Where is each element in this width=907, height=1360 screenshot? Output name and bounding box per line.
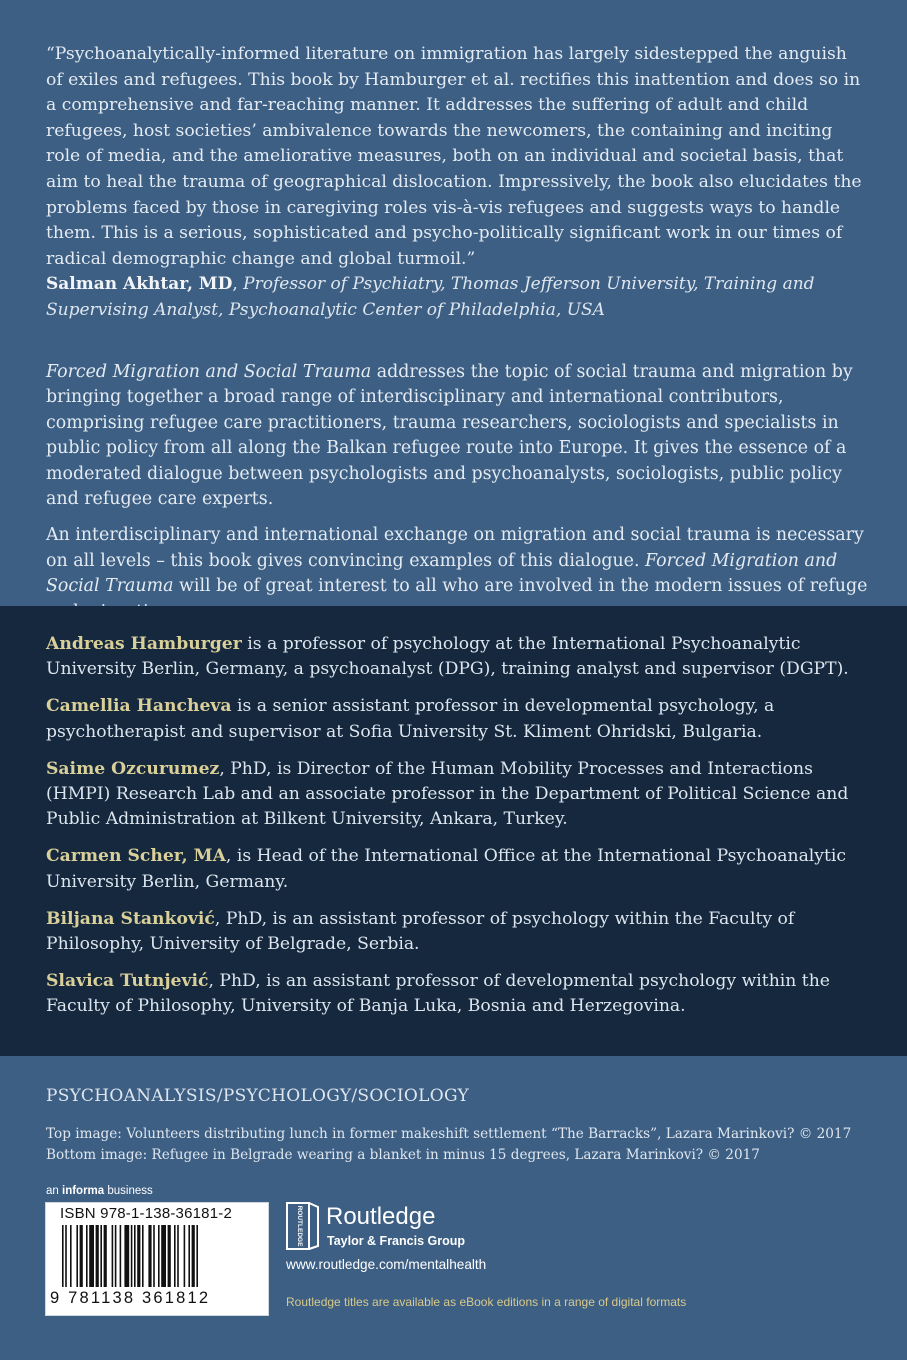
quote-text: “Psychoanalytically-informed literature on immigration has largely sidestepped the anguish of exiles and refugees. This book by Hamburger et al. rectifies this inattention and does so in a comprehensive and far-reaching manner. It addresses the suffering of adult and child refugees, host societies’ ambivalence towards the newcomers, the containing and inciting role of media, and the ameliorative measures, both on an individual and societal basis, that aim to heal the trauma of geographical dislocation. Impressively, the book also elucidates the problems faced by those in caregiving roles vis-à-vis refugees and suggests ways to handle them. This is a serious, sophisticated and psycho-politically significant work in our times of radical demographic change and global turmoil.” (46, 44, 862, 269)
bio-text: , is Head of the International Office at the International Psychoanalytic University Berlin, Germany. (46, 846, 847, 892)
bio-item (46, 907, 872, 957)
informa-word: informa (62, 1185, 105, 1197)
quote-attribution: Salman Akhtar, MD, Professor of Psychiatry, Thomas Jefferson University, Training and Supervising Analyst, Psychoanalytic Center of Philadelphia, USA (46, 274, 815, 320)
isbn-label: ISBN 978-1-138-36181-2 (60, 1205, 233, 1222)
bio-text: is a senior assistant professor in developmental psychology, a psychotherapist and supervisor at Sofia University St. Kliment Ohridski, Bulgaria. (46, 696, 775, 742)
barcode-bar (142, 1225, 144, 1287)
barcode-bar (161, 1225, 166, 1287)
barcode-number: 9 781138 361812 (50, 1289, 211, 1307)
bio-item (46, 694, 872, 744)
ebook-note: Routledge titles are available as eBook editions in a range of digital formats (286, 1295, 687, 1309)
barcode-bar (112, 1225, 114, 1287)
barcode-bar (115, 1225, 117, 1287)
logo-vertical-text: ROUTLEDGE (296, 1205, 303, 1247)
barcode-bar (184, 1225, 186, 1287)
barcode-bar (131, 1225, 133, 1287)
bio-item (46, 844, 872, 894)
barcode-bar (62, 1225, 64, 1287)
description-text-3: will be of great interest to all who are involved in the modern issues of refuge (179, 576, 868, 597)
bio-text: , PhD, is an assistant professor of psychology within the Faculty of Philosophy, University of Belgrade, Serbia. (46, 908, 795, 955)
barcode-bars (62, 1225, 258, 1287)
bio-name: Saime Ozcurumez (46, 758, 220, 779)
description-text-2: An interdisciplinary and international exchange on migration and social trauma is necessary on all levels – this book gives convincing examples of this dialogue. (46, 525, 864, 571)
bio-name: Biljana Stanković (46, 908, 215, 929)
barcode-bar (104, 1225, 107, 1287)
editor-bios-band (0, 606, 907, 1056)
barcode-bar (148, 1225, 151, 1287)
description-text-1: addresses the topic of social trauma and migration by bringing together a broad range of interdisciplinary and international contributors, comprising refugee care practitioners, trauma researchers, sociologists and specialists in public policy from all along the Balkan refugee route into Europe. It gives the essence of a moderated dialogue between psychologists and psychoanalysts, sociologists, public policy and refugee care experts. (46, 362, 853, 510)
bio-item (46, 632, 872, 682)
description-paragraph-1 (46, 360, 868, 512)
bio-name: Slavica Tutnjević (46, 971, 209, 992)
barcode-bar (96, 1225, 99, 1287)
routledge-logo-icon (286, 1202, 320, 1250)
editor-bios (46, 632, 872, 1032)
barcode-bar (192, 1225, 195, 1287)
publisher-name: Routledge (326, 1203, 436, 1230)
book-title-ref: Forced Migration and Social Trauma (46, 362, 372, 382)
barcode-bar (65, 1225, 67, 1287)
credit-bottom: Bottom image: Refugee in Belgrade wearing a blanket in minus 15 degrees, Lazara Marinkovi? © 2017 (46, 1147, 760, 1163)
subject-category: PSYCHOANALYSIS/PSYCHOLOGY/SOCIOLOGY (46, 1086, 470, 1106)
barcode-bar (70, 1225, 72, 1287)
bio-item (46, 969, 872, 1019)
barcode-bar (80, 1225, 83, 1287)
bio-name: Camellia Hancheva (46, 696, 232, 717)
barcode-bar (134, 1225, 136, 1287)
quote-author: Salman Akhtar, MD (46, 274, 233, 295)
bio-text: , PhD, is Director of the Human Mobility Processes and Interactions (HMPI) Research Lab and an associate professor in the Department of Political Science and Public Administration at Bilkent University, Ankara, Turkey. (46, 758, 849, 830)
barcode-bar (76, 1225, 78, 1287)
credit-top: Top image: Volunteers distributing lunch in former makeshift settlement “The Barracks”, Lazara Marinkovi? © 2017 (46, 1126, 852, 1142)
informa-prefix: an (46, 1185, 62, 1197)
barcode-bar (153, 1225, 155, 1287)
barcode-bar (168, 1225, 171, 1287)
barcode-bar (174, 1225, 176, 1287)
informa-suffix: business (104, 1185, 153, 1197)
barcode-bar (124, 1225, 129, 1287)
informa-business-tag (46, 1185, 153, 1197)
barcode-bar (137, 1225, 140, 1287)
barcode-bar (188, 1225, 190, 1287)
barcode-bar (196, 1225, 198, 1287)
isbn-barcode (45, 1202, 269, 1316)
bio-text: , PhD, is an assistant professor of developmental psychology within the Faculty of Philosophy, University of Banja Luka, Bosnia and Herzegovina. (46, 971, 830, 1017)
image-credits (46, 1124, 866, 1166)
book-title-ref: Forced Migration and Social Trauma (46, 550, 838, 597)
barcode-bar (158, 1225, 160, 1287)
barcode-bar (120, 1225, 122, 1287)
bio-item (46, 757, 872, 833)
barcode-bar (89, 1225, 94, 1287)
barcode-bar (177, 1225, 179, 1287)
endorsement-quote (46, 42, 866, 324)
quote-affiliation: Professor of Psychiatry, Thomas Jefferson University, Training and Supervising Analyst, Psychoanalytic Center of Philadelphia, USA (46, 274, 815, 320)
bio-text: is a professor of psychology at the International Psychoanalytic University Berlin, Germany, a psychoanalyst (DPG), training analyst and supervisor (DGPT). (46, 634, 849, 680)
barcode-bar (86, 1225, 88, 1287)
bio-name: Carmen Scher, MA (46, 846, 226, 867)
publisher-group: Taylor & Francis Group (327, 1234, 465, 1248)
book-description (46, 360, 868, 636)
barcode-bar (100, 1225, 102, 1287)
publisher-url[interactable]: www.routledge.com/mentalhealth (286, 1257, 487, 1272)
bio-name: Andreas Hamburger (46, 634, 242, 654)
